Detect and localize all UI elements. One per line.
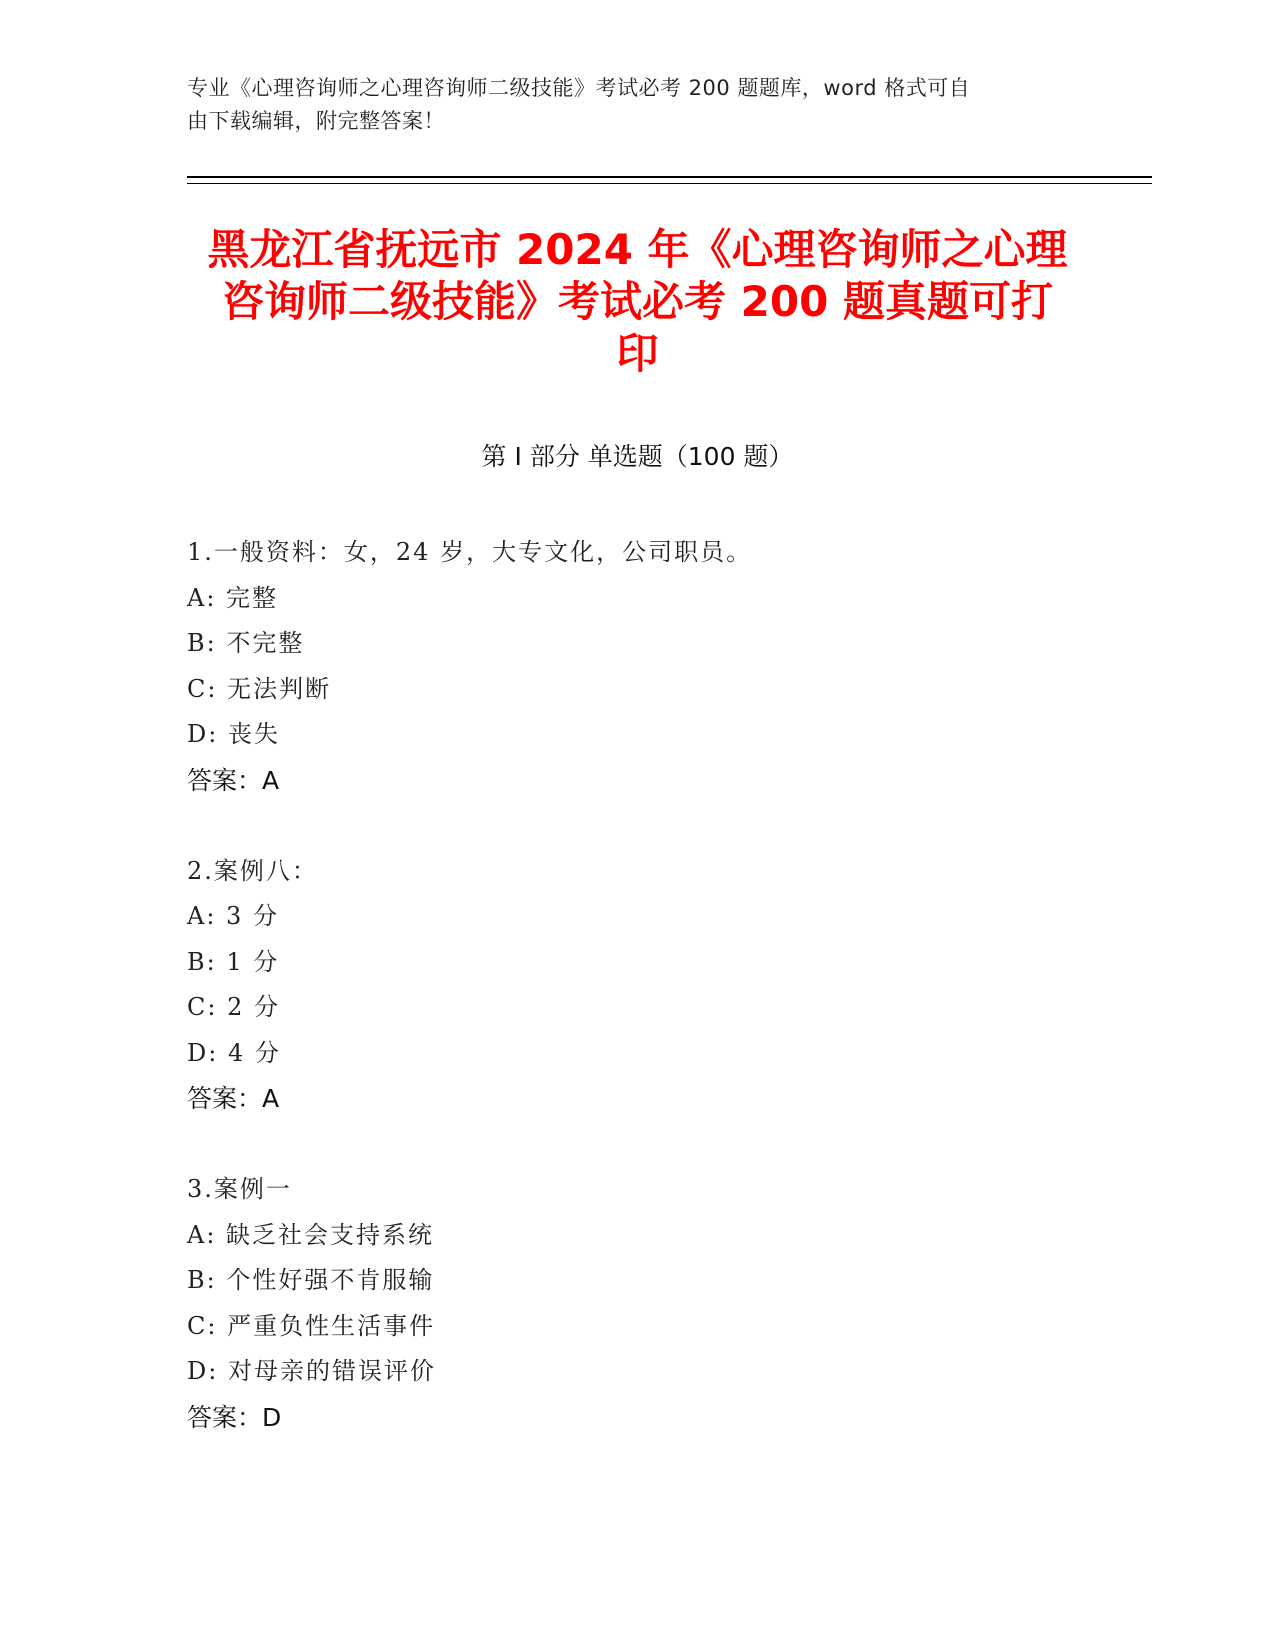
answer-line: 答案：D <box>187 1402 282 1432</box>
header-divider-thin <box>187 183 1152 184</box>
question-stem: 2.案例八： <box>187 856 318 885</box>
option-c: C: 严重负性生活事件 <box>187 1311 436 1340</box>
header-note-line-2: 由下载编辑，附完整答案！ <box>187 109 445 133</box>
title-line-2: 咨询师二级技能》考试必考 200 题真题可打 <box>222 277 1053 326</box>
question-stem: 3.案例一 <box>187 1175 292 1203</box>
option-c: C: 无法判断 <box>187 674 332 703</box>
option-a: A: 完整 <box>187 583 279 612</box>
header-note-line-1: 专业《心理咨询师之心理咨询师二级技能》考试必考 200 题题库，word 格式可自 <box>187 76 971 100</box>
section-heading: 第 I 部分 单选题（100 题） <box>481 442 794 471</box>
title-line-3: 印 <box>616 329 659 378</box>
title-line-1: 黑龙江省抚远市 2024 年《心理咨询师之心理 <box>207 225 1068 274</box>
answer-line: 答案：A <box>187 765 280 795</box>
question-1 <box>187 530 1087 803</box>
question-list <box>187 530 1087 1486</box>
question-stem: 1.一般资料：女，24 岁，大专文化，公司职员。 <box>187 538 753 566</box>
option-a: A: 缺乏社会支持系统 <box>187 1220 435 1249</box>
document-title <box>150 224 1125 380</box>
question-3 <box>187 1167 1087 1440</box>
answer-line: 答案：A <box>187 1084 280 1113</box>
document-header-note <box>187 72 1087 138</box>
question-2 <box>187 849 1087 1122</box>
header-divider-thick <box>187 176 1152 178</box>
option-c: C: 2 分 <box>187 993 280 1021</box>
option-b: B: 个性好强不肯服输 <box>187 1266 435 1294</box>
option-b: B: 1 分 <box>187 947 280 976</box>
option-d: D: 对母亲的错误评价 <box>187 1357 436 1385</box>
option-d: D: 丧失 <box>187 720 280 748</box>
option-b: B: 不完整 <box>187 629 305 657</box>
option-d: D: 4 分 <box>187 1038 281 1067</box>
option-a: A: 3 分 <box>187 902 279 930</box>
